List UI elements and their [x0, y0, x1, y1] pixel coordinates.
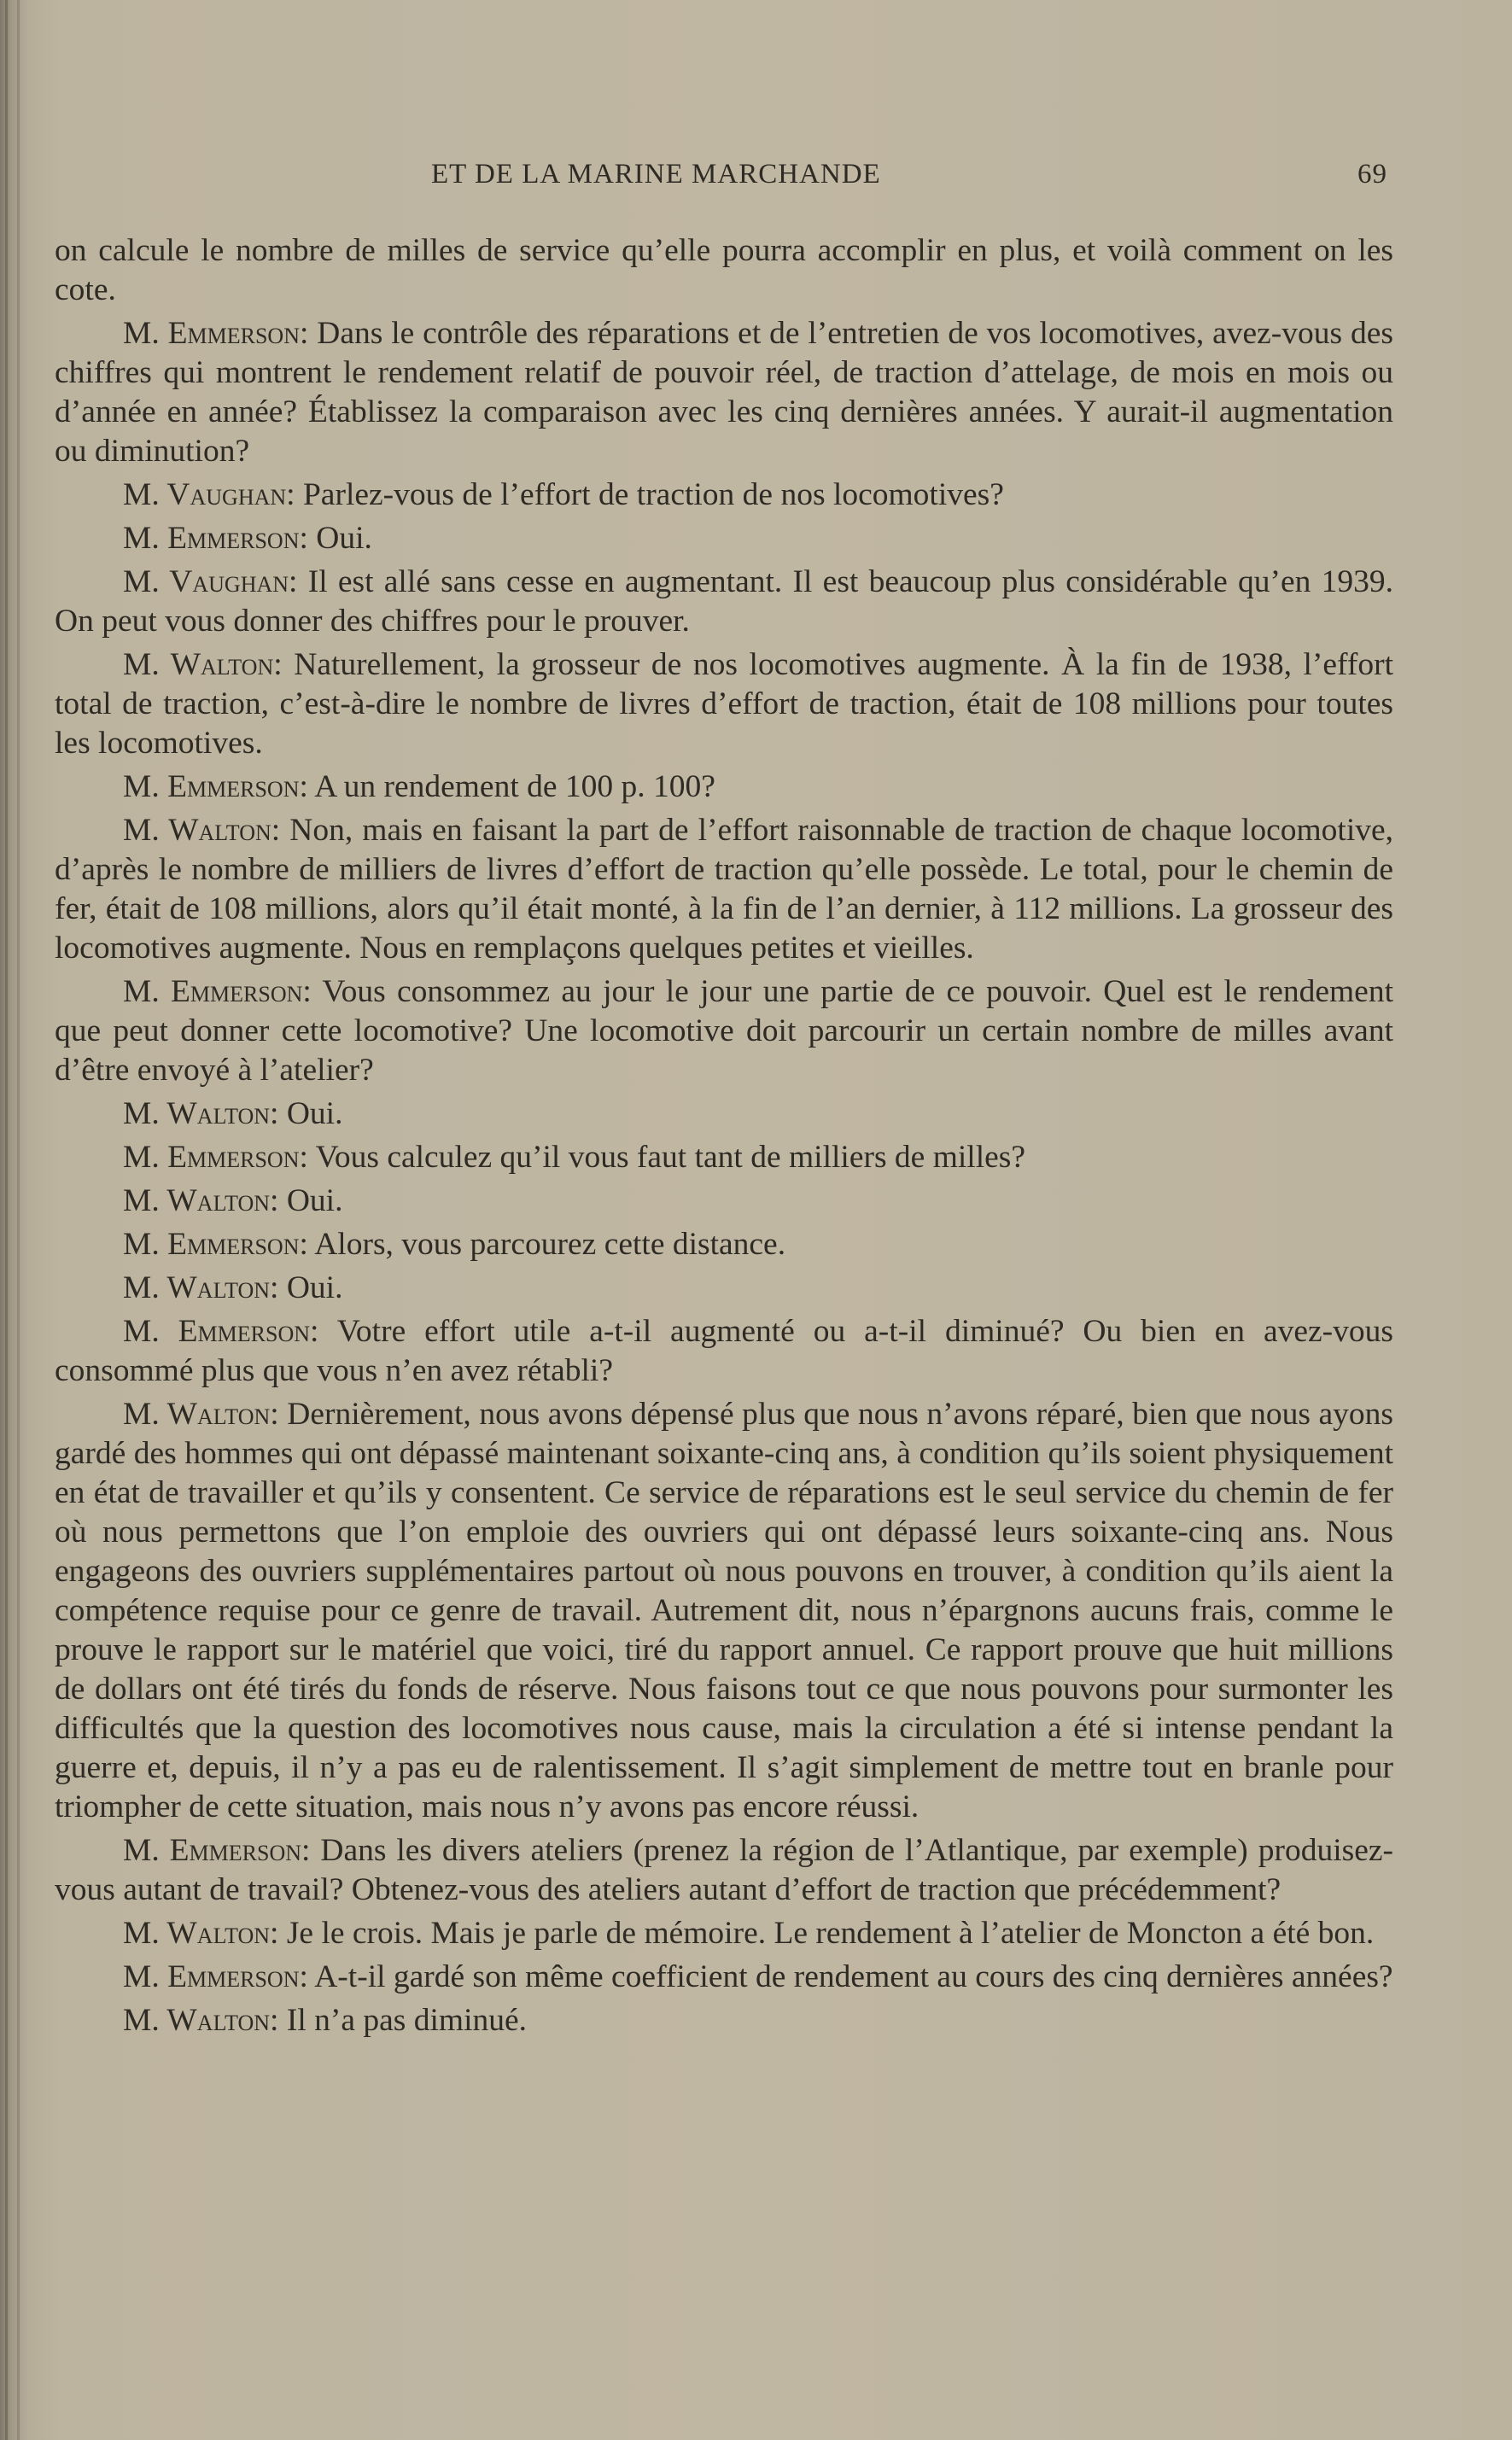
paragraph-text: A-t-il gardé son même coefficient de rendement au cours des cinq dernières années? — [314, 1959, 1393, 1994]
running-header — [0, 159, 1512, 193]
speaker-name: M. Vaughan: — [123, 564, 298, 599]
speaker-name: M. Emmerson: — [123, 316, 309, 351]
page-number: 69 — [1357, 159, 1387, 190]
speaker-name: M. Walton: — [123, 1916, 279, 1951]
speaker-name: M. Walton: — [123, 813, 281, 848]
paragraph-text: Il n’a pas diminué. — [286, 2003, 528, 2038]
paragraph-text: on calcule le nombre de milles de service qu’elle pourra accomplir en plus, et voilà comment on les cote. — [55, 233, 1393, 307]
speaker-name: M. Emmerson: — [123, 769, 308, 804]
paragraph-text: A un rendement de 100 p. 100? — [314, 769, 715, 804]
running-title: ET DE LA MARINE MARCHANDE — [431, 159, 881, 190]
speaker-name: M. Walton: — [123, 647, 283, 682]
paragraph — [55, 1831, 1393, 1910]
paragraph — [55, 1225, 1393, 1264]
paragraph-text: Oui. — [286, 1096, 343, 1131]
speaker-name: M. Walton: — [123, 1183, 279, 1218]
paragraph-text: Alors, vous parcourez cette distance. — [314, 1227, 786, 1262]
speaker-name: M. Emmerson: — [123, 1314, 319, 1349]
paragraph-text: Oui. — [286, 1270, 343, 1305]
speaker-name: M. Walton: — [123, 2003, 279, 2038]
paragraph-text: Il est allé sans cesse en augmentant. Il est beaucoup plus considérable qu’en 1939. On peut vous donner des chiffres pour le prouver. — [55, 564, 1394, 639]
speaker-name: M. Walton: — [123, 1397, 279, 1432]
paragraph — [55, 1269, 1393, 1308]
paragraph — [55, 563, 1393, 641]
paragraph-text: Je le crois. Mais je parle de mémoire. Le rendement à l’atelier de Moncton a été bon. — [286, 1916, 1375, 1951]
paragraph-text: Vous consommez au jour le jour une partie de ce pouvoir. Quel est le rendement que peut donner cette locomotive? Une locomotive doit parcourir un certain nombre de milles avant d’être envoyé à l’atelier? — [55, 974, 1393, 1088]
paragraph — [55, 1182, 1393, 1221]
paragraph — [55, 645, 1393, 763]
paragraph — [55, 231, 1393, 310]
paragraph-text: Naturellement, la grosseur de nos locomotives augmente. À la fin de 1938, l’effort total de traction, c’est-à-dire le nombre de livres d’effort de traction, était de 108 millions pour toutes les locomotives. — [55, 647, 1394, 761]
paragraph-text: Dans les divers ateliers (prenez la région de l’Atlantique, par exemple) produisez-vous autant de travail? Obtenez-vous des ateliers autant d’effort de traction que précédemment? — [55, 1833, 1393, 1907]
speaker-name: M. Walton: — [123, 1096, 279, 1131]
paragraph-text: Parlez-vous de l’effort de traction de nos locomotives? — [302, 477, 1004, 512]
paragraph — [55, 2001, 1393, 2040]
speaker-name: M. Emmerson: — [123, 1140, 308, 1175]
paragraph-text: Non, mais en faisant la part de l’effort raisonnable de traction de chaque locomotive, d’après le nombre de milliers de livres d’effort de traction qu’elle possède. Le total, pour le chemin de fer, était de 108 millions, alors qu’il était monté, à la fin de l’an dernier, à 112 millions. La grosseur des locomotives augmente. Nous en remplaçons quelques petites et vieilles. — [55, 813, 1394, 966]
paragraph — [55, 811, 1393, 968]
speaker-name: M. Emmerson: — [123, 1959, 308, 1994]
binding-edge-shadow — [17, 0, 20, 2440]
paragraph — [55, 768, 1393, 807]
speaker-name: M. Emmerson: — [123, 1833, 311, 1868]
paragraph — [55, 314, 1393, 471]
paragraph-text: Oui. — [316, 521, 372, 556]
paragraph — [55, 1914, 1393, 1953]
paragraph-text: Vous calculez qu’il vous faut tant de milliers de milles? — [315, 1140, 1025, 1175]
paragraph — [55, 519, 1393, 558]
binding-edge — [5, 0, 8, 2440]
paragraph — [55, 1094, 1393, 1134]
paragraph-text: Oui. — [286, 1183, 343, 1218]
paragraph-text: Dans le contrôle des réparations et de l’entretien de vos locomotives, avez-vous des chiffres qui montrent le rendement relatif de pouvoir réel, de traction d’attelage, de mois en mois ou d’année en année? Établissez la comparaison avec les cinq dernières années. Y aurait-il augmentation ou diminution? — [55, 316, 1393, 469]
speaker-name: M. Walton: — [123, 1270, 279, 1305]
paragraph — [55, 1138, 1393, 1177]
speaker-name: M. Emmerson: — [123, 521, 308, 556]
speaker-name: M. Emmerson: — [123, 1227, 308, 1262]
paragraph-text: Dernièrement, nous avons dépensé plus que nous n’avons réparé, bien que nous ayons gardé des hommes qui ont dépassé maintenant soixante-cinq ans, à condition qu’ils soient physiquement en état de travailler et qu’ils y consentent. Ce service de réparations est le seul service du chemin de fer où nous permettons que l’on emploie des ouvriers qui ont dépassé leurs soixante-cinq ans. Nous engageons des ouvriers supplémentaires partout où nous pouvons en trouver, à condition qu’ils aient la compétence requise pour ce genre de travail. Autrement dit, nous n’épargnons aucuns frais, comme le prouve le rapport sur le matériel que voici, tiré du rapport annuel. Ce rapport prouve que huit millions de dollars ont été tirés du fonds de réserve. Nous faisons tout ce que nous pouvons pour surmonter les difficultés que la question des locomotives nous cause, mais la circulation a été si intense pendant la guerre et, depuis, il n’y a pas eu de ralentissement. Il s’agit simplement de mettre tout en branle pour triompher de cette situation, mais nous n’y avons pas encore réussi. — [55, 1397, 1394, 1824]
paragraph — [55, 1395, 1393, 1827]
paragraph-text: Votre effort utile a-t-il augmenté ou a-t-il diminué? Ou bien en avez-vous consommé plus que vous n’en avez rétabli? — [55, 1314, 1393, 1388]
page-body — [55, 231, 1393, 2045]
paragraph — [55, 1958, 1393, 1997]
paragraph — [55, 476, 1393, 515]
speaker-name: M. Vaughan: — [123, 477, 295, 512]
paragraph — [55, 972, 1393, 1090]
speaker-name: M. Emmerson: — [123, 974, 312, 1009]
paragraph — [55, 1312, 1393, 1391]
